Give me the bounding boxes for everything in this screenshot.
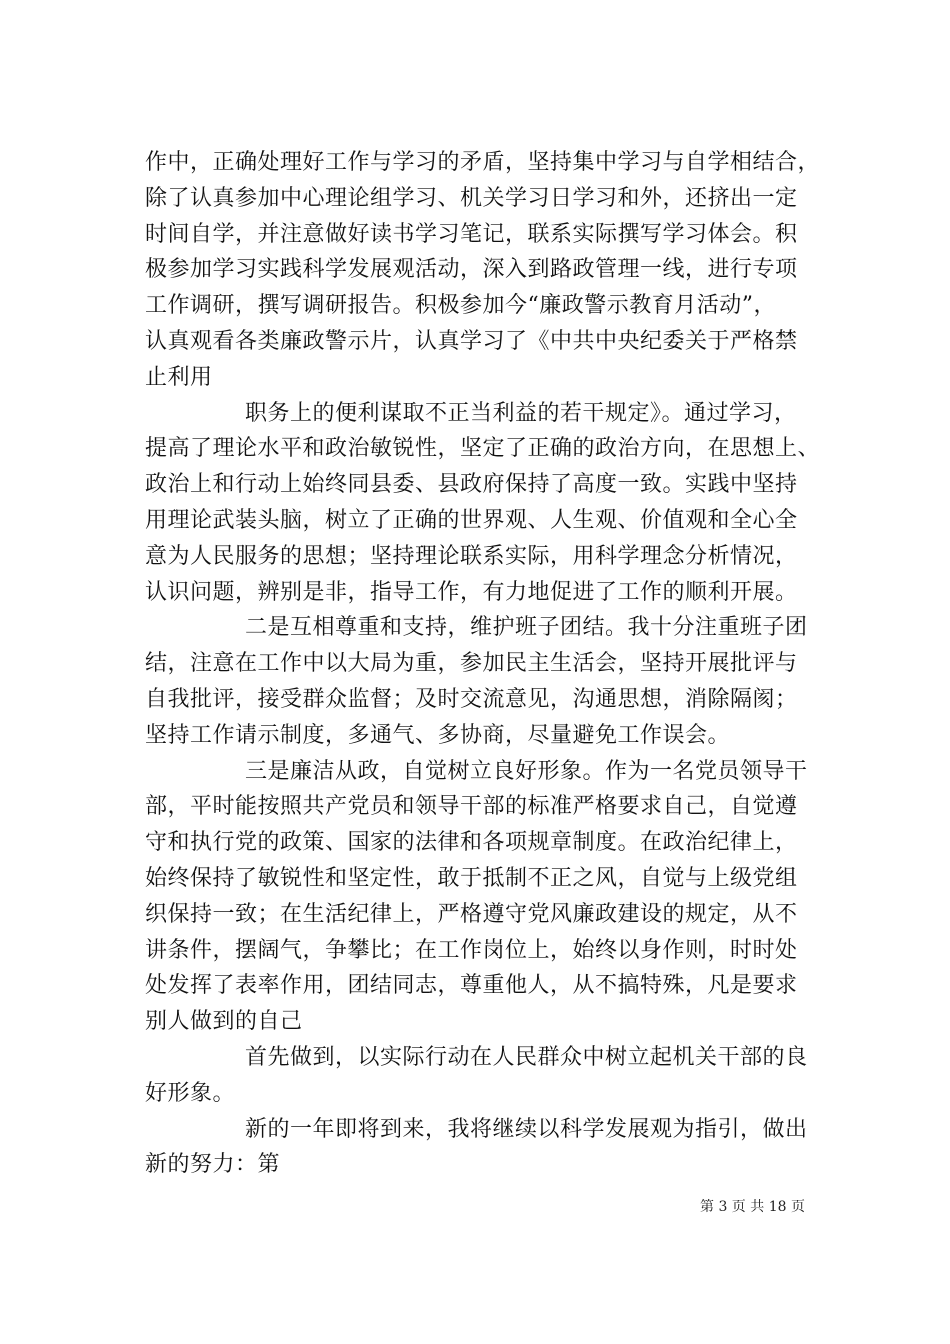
text-line: 部，平时能按照共产党员和领导干部的标准严格要求自己，自觉遵 [145,794,798,820]
text-line: 用理论武装头脑，树立了正确的世界观、人生观、价值观和全心全 [145,507,798,533]
page-number: 第 3 页 共 18 页 [700,1199,805,1215]
paragraph-start-line: 首先做到，以实际行动在人民群众中树立起机关干部的良 [245,1044,808,1070]
text-line: 作中，正确处理好工作与学习的矛盾，坚持集中学习与自学相结合， [145,150,821,175]
document-body [145,145,821,1183]
text-line: 政治上和行动上始终同县委、县政府保持了高度一致。实践中坚持 [145,472,798,498]
text-line: 除了认真参加中心理论组学习、机关学习日学习和外，还挤出一定 [145,185,798,211]
text-line: 织保持一致；在生活纪律上，严格遵守党风廉政建设的规定，从不 [145,901,798,927]
text-line: 工作调研，撰写调研报告。积极参加今“廉政警示教育月活动”， [145,293,776,319]
text-line: 认识问题，辨别是非，指导工作，有力地促进了工作的顺利开展。 [145,579,798,605]
text-line: 处发挥了表率作用，团结同志，尊重他人，从不搞特殊，凡是要求 [145,973,798,999]
text-line: 意为人民服务的思想；坚持理论联系实际，用科学理念分析情况， [145,543,798,569]
text-line: 极参加学习实践科学发展观活动，深入到路政管理一线，进行专项 [145,257,798,283]
text-line: 自我批评，接受群众监督；及时交流意见，沟通思想，消除隔阂； [145,686,798,712]
text-line: 时间自学，并注意做好读书学习笔记，联系实际撰写学习体会。积 [145,221,798,247]
text-line: 提高了理论水平和政治敏锐性，坚定了正确的政治方向，在思想上、 [145,436,821,462]
text-line: 结，注意在工作中以大局为重，参加民主生活会，坚持开展批评与 [145,651,798,677]
text-line: 始终保持了敏锐性和坚定性，敢于抵制不正之风，自觉与上级党组 [145,865,798,891]
paragraph-start-line: 职务上的便利谋取不正当利益的若干规定》。通过学习， [245,400,797,426]
text-line: 认真观看各类廉政警示片，认真学习了《中共中央纪委关于严格禁 [145,328,798,354]
text-line: 别人做到的自己 [145,1009,303,1035]
text-line: 坚持工作请示制度，多通气、多协商，尽量避免工作误会。 [145,722,731,748]
paragraph-start-line: 二是互相尊重和支持，维护班子团结。我十分注重班子团 [245,615,808,641]
text-line: 好形象。 [145,1080,236,1106]
text-line: 止利用 [145,364,213,390]
paragraph-start-line: 新的一年即将到来，我将继续以科学发展观为指引，做出 [245,1116,808,1142]
text-line: 讲条件，摆阔气，争攀比；在工作岗位上，始终以身作则，时时处 [145,937,798,963]
paragraph-start-line: 三是廉洁从政，自觉树立良好形象。作为一名党员领导干 [245,758,808,784]
text-line: 新的努力：第 [145,1152,281,1178]
text-line: 守和执行党的政策、国家的法律和各项规章制度。在政治纪律上， [145,830,798,856]
